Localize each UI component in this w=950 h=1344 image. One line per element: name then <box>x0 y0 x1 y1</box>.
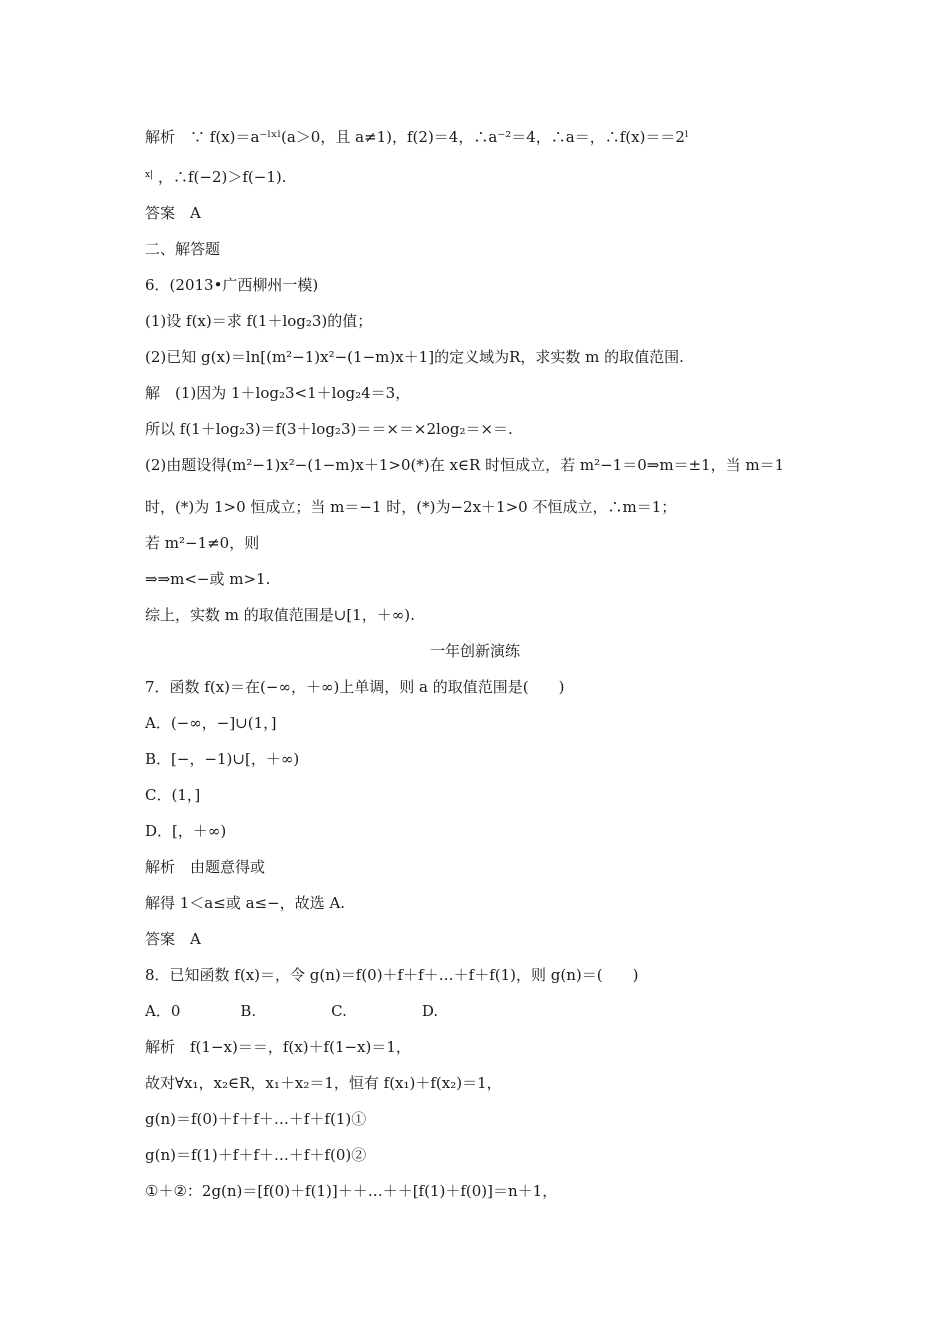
question-title: 8．已知函数 f(x)＝，令 g(n)＝f(0)＋f＋f＋…＋f＋f(1)，则 g(n)＝( ) <box>145 966 639 984</box>
text-line: 解析 ∵ f(x)＝a⁻ˡˣˡ(a＞0，且 a≠1)，f(2)＝4，∴a⁻²＝4，∴a＝，∴f(x)＝＝2ˡ <box>145 128 689 146</box>
text-line: (2)由题设得(m²−1)x²−(1−m)x＋1>0(*)在 x∈R 时恒成立，若 m²−1＝0⇒m＝±1，当 m＝1 <box>145 456 785 474</box>
options-row: A．0 B. C. D. <box>145 1002 439 1020</box>
option-d: D．[，＋∞) <box>145 822 227 840</box>
answer-line: 答案 A <box>145 204 201 222</box>
text-line: 所以 f(1＋log₂3)＝f(3＋log₂3)＝＝×＝×2log₂＝×＝. <box>145 420 513 438</box>
text-line: 解析 由题意得或 <box>145 858 266 876</box>
text-line: (2)已知 g(x)＝ln[(m²−1)x²−(1−m)x＋1]的定义域为R，求实数 m 的取值范围. <box>145 348 684 366</box>
text-line: 综上，实数 m 的取值范围是∪[1，＋∞). <box>145 606 415 624</box>
text-line-fragment: x| <box>145 170 154 180</box>
text-line: 若 m²−1≠0，则 <box>145 534 260 552</box>
answer-line: 答案 A <box>145 930 201 948</box>
text-line: 解得 1＜a≤或 a≤−，故选 A. <box>145 894 346 912</box>
text-line: (1)设 f(x)＝求 f(1＋log₂3)的值； <box>145 312 373 330</box>
section-heading: 二、解答题 <box>145 240 221 258</box>
option-a: A．(−∞，−]∪(1，] <box>145 714 277 732</box>
text-line: ⇒⇒m<−或 m>1. <box>145 570 271 588</box>
section-heading-centered: 一年创新演练 <box>429 642 520 660</box>
text-line: 时，(*)为 1>0 恒成立；当 m＝−1 时，(*)为−2x＋1>0 不恒成立，∴m＝1； <box>145 498 677 516</box>
text-line: ①＋②：2g(n)＝[f(0)＋f(1)]＋＋…＋＋[f(1)＋f(0)]＝n＋1， <box>145 1182 558 1200</box>
text-line: 故对∀x₁，x₂∈R，x₁＋x₂＝1，恒有 f(x₁)＋f(x₂)＝1， <box>145 1074 502 1092</box>
question-title: 7．函数 f(x)＝在(−∞，＋∞)上单调，则 a 的取值范围是( ) <box>145 678 565 696</box>
question-title: 6．(2013•广西柳州一模) <box>145 276 319 294</box>
text-line: g(n)＝f(1)＋f＋f＋…＋f＋f(0)② <box>145 1146 367 1164</box>
option-b: B．[−，−1)∪[，＋∞) <box>145 750 300 768</box>
text-line: ，∴f(−2)＞f(−1). <box>158 168 287 186</box>
text-line: g(n)＝f(0)＋f＋f＋…＋f＋f(1)① <box>145 1110 367 1128</box>
text-line: 解析 f(1−x)＝＝，f(x)＋f(1−x)＝1， <box>145 1038 411 1056</box>
text-line: 解 (1)因为 1＋log₂3<1＋log₂4＝3， <box>145 384 411 402</box>
option-c: C．(1，] <box>145 786 201 804</box>
